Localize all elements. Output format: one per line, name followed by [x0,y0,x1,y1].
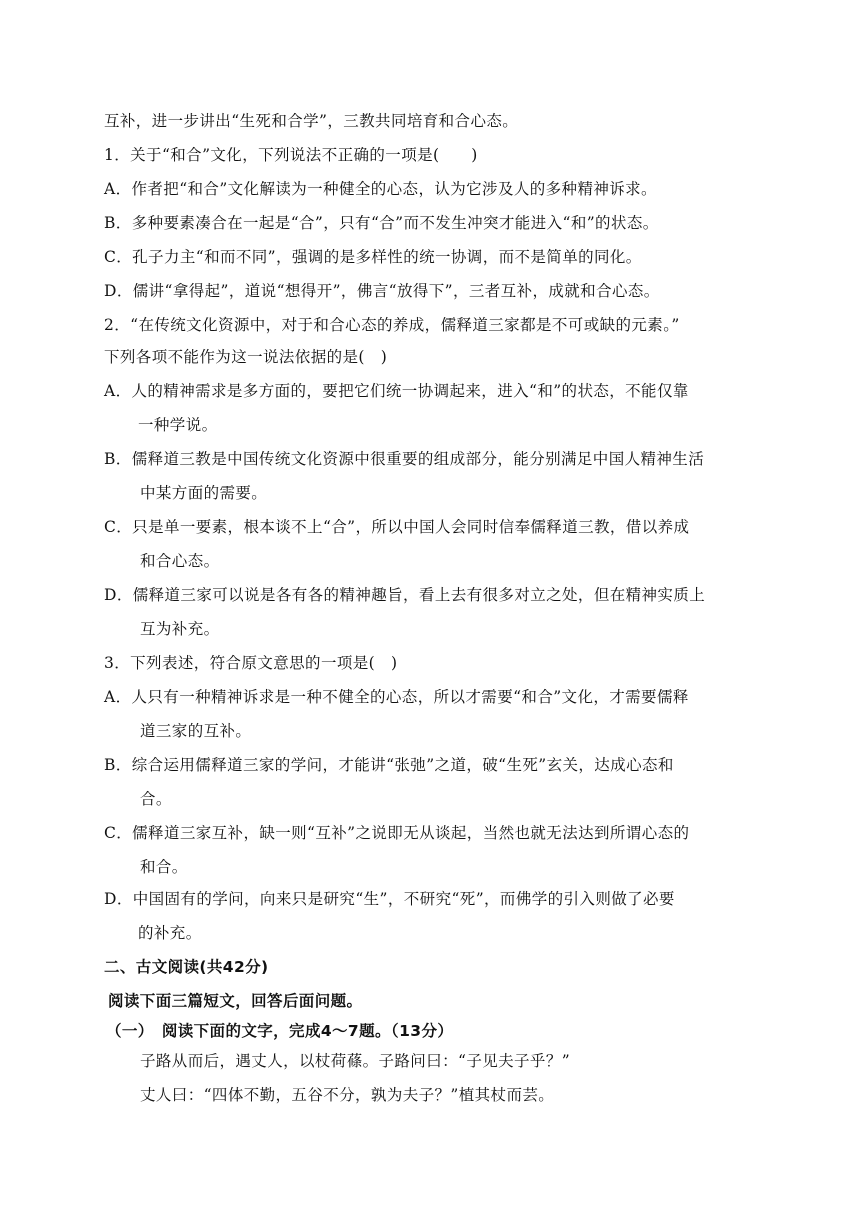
q2-option-c: C．只是单一要素，根本谈不上“合”，所以中国人会同时信奉儒释道三教，借以养成 [104,518,690,536]
q1-option-c: C．孔子力主“和而不同”，强调的是多样性的统一协调，而不是简单的同化。 [104,248,642,266]
reading-instruction: 阅读下面三篇短文，回答后面问题。 [108,992,363,1010]
q3-option-c-cont: 和合。 [140,858,188,876]
classical-text-line-2: 丈人曰：“四体不勤，五谷不分，孰为夫子？”植其杖而芸。 [140,1086,555,1104]
q2-option-d: D．儒释道三家可以说是各有各的精神趣旨，看上去有很多对立之处，但在精神实质上 [104,586,706,604]
q1-option-d: D．儒讲“拿得起”，道说“想得开”，佛言“放得下”，三者互补，成就和合心态。 [104,282,660,300]
subsection-heading: （一） 阅读下面的文字，完成4～7题。（13分） [106,1022,454,1040]
q2-option-a: A．人的精神需求是多方面的，要把它们统一协调起来，进入“和”的状态，不能仅靠 [104,382,689,400]
q2-option-d-cont: 互为补充。 [140,620,220,638]
passage-end-line: 互补，进一步讲出“生死和合学”，三教共同培育和合心态。 [104,112,519,130]
q3-option-a: A．人只有一种精神诉求是一种不健全的心态，所以才需要“和合”文化，才需要儒释 [104,688,689,706]
q2-option-a-cont: 一种学说。 [138,416,218,434]
q2-option-b-cont: 中某方面的需要。 [140,484,268,502]
section-heading: 二、古文阅读(共42分) [104,958,269,976]
question-2-stem-cont: 下列各项不能作为这一说法依据的是( ) [104,348,388,366]
q3-option-c: C．儒释道三家互补，缺一则“互补”之说即无从谈起，当然也就无法达到所谓心态的 [104,824,690,842]
question-1-stem: 1．关于“和合”文化，下列说法不正确的一项是( ) [104,146,478,164]
q3-option-b-cont: 合。 [140,790,172,808]
q3-option-d-cont: 的补充。 [138,924,202,942]
q3-option-d: D．中国固有的学问，向来只是研究“生”，不研究“死”，而佛学的引入则做了必要 [104,890,675,908]
q1-option-b: B．多种要素凑合在一起是“合”，只有“合”而不发生冲突才能进入“和”的状态。 [104,214,659,232]
q1-option-a: A．作者把“和合”文化解读为一种健全的心态，认为它涉及人的多种精神诉求。 [104,180,657,198]
question-2-stem: 2．“在传统文化资源中，对于和合心态的养成，儒释道三家都是不可或缺的元素。” [104,316,680,334]
q3-option-b: B．综合运用儒释道三家的学问，才能讲“张弛”之道，破“生死”玄关，达成心态和 [104,756,674,774]
q3-option-a-cont: 道三家的互补。 [140,722,252,740]
q2-option-b: B．儒释道三教是中国传统文化资源中很重要的组成部分，能分别满足中国人精神生活 [104,450,705,468]
question-3-stem: 3．下列表述，符合原文意思的一项是( ) [104,654,398,672]
classical-text-line-1: 子路从而后，遇丈人，以杖荷蓧。子路问曰：“子见夫子乎？” [140,1052,571,1070]
q2-option-c-cont: 和合心态。 [140,552,220,570]
